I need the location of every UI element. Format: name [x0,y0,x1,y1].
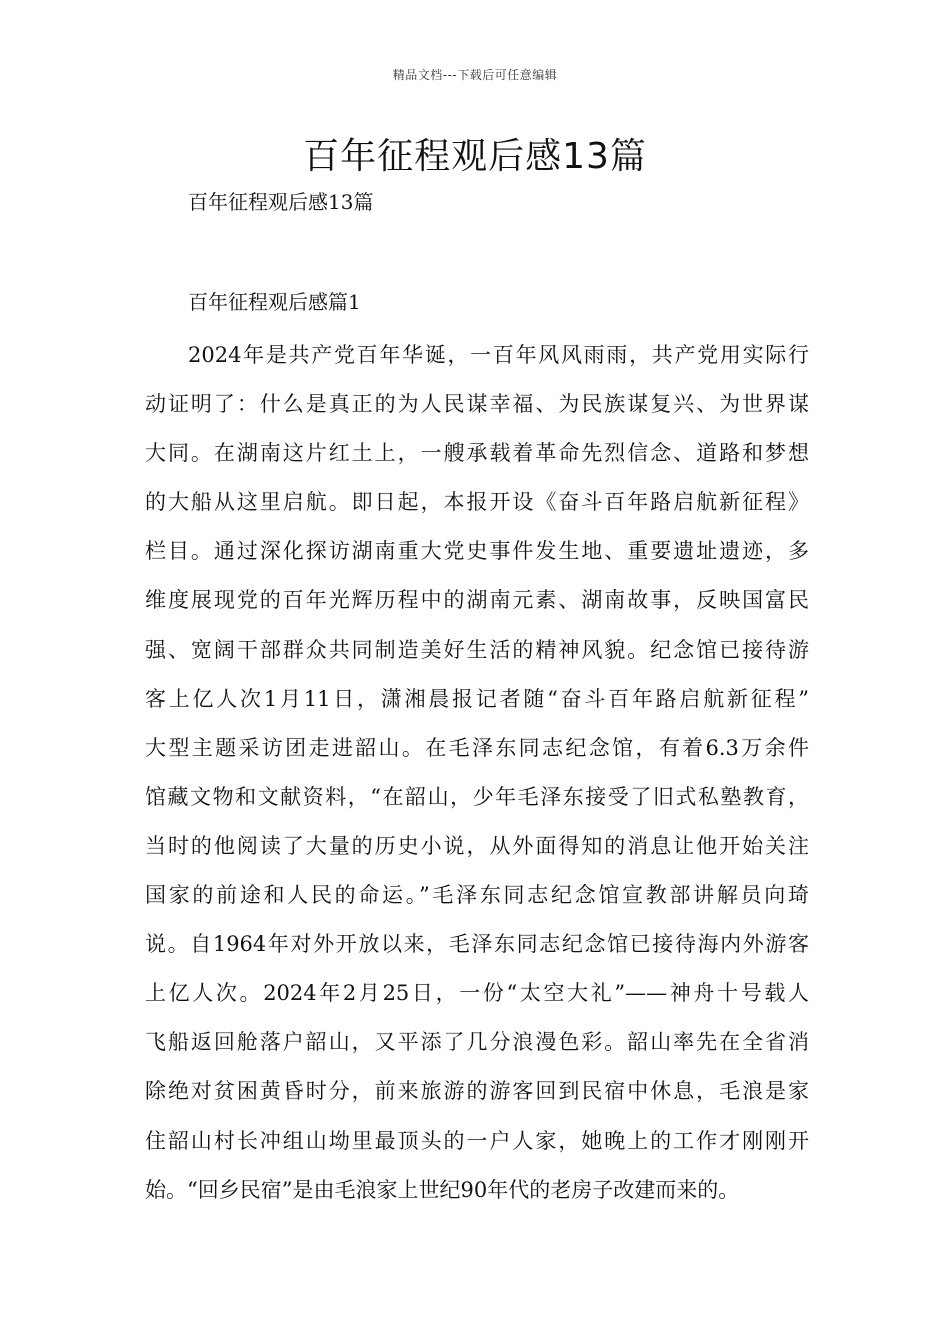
document-title: 百年征程观后感13篇 [303,136,647,177]
paragraph-line: 馆藏文物和文献资料，“在韶山，少年毛泽东接受了旧式私塾教育， [145,784,809,809]
paragraph-line: 当时的他阅读了大量的历史小说，从外面得知的消息让他开始关注 [145,833,809,858]
paragraph-line: 除绝对贫困黄昏时分，前来旅游的游客回到民宿中休息，毛浪是家 [145,1079,809,1104]
paragraph-line: 强、宽阔干部群众共同制造美好生活的精神风貌。纪念馆已接待游 [145,637,809,662]
paragraph-line: 维度展现党的百年光辉历程中的湖南元素、湖南故事，反映国富民 [145,588,809,613]
paragraph-line: 2024年是共产党百年华诞，一百年风风雨雨，共产党用实际行 [188,343,809,367]
section-heading: 百年征程观后感篇1 [188,290,361,314]
paragraph-line: 的大船从这里启航。即日起，本报开设《奋斗百年路启航新征程》 [145,490,809,515]
paragraph-line: 飞船返回舱落户韶山，又平添了几分浪漫色彩。韶山率先在全省消 [145,1030,809,1055]
paragraph-line: 栏目。通过深化探访湖南重大党史事件发生地、重要遗址遗迹，多 [145,539,809,564]
paragraph-line: 说。自1964年对外开放以来，毛泽东同志纪念馆已接待海内外游客 [145,932,809,957]
paragraph-line: 住韶山村长冲组山坳里最顶头的一户人家，她晚上的工作才刚刚开 [145,1128,809,1153]
paragraph-line: 上亿人次。2024年2月25日，一份“太空大礼”——神舟十号载人 [145,981,809,1006]
header-note: 精品文档---下载后可任意编辑 [392,68,558,82]
paragraph-line: 大型主题采访团走进韶山。在毛泽东同志纪念馆，有着6.3万余件 [145,735,809,760]
body-paragraph [145,331,809,1215]
paragraph-line: 大同。在湖南这片红土上，一艘承载着革命先烈信念、道路和梦想 [145,441,809,466]
paragraph-line: 始。“回乡民宿”是由毛浪家上世纪90年代的老房子改建而来的。 [145,1177,740,1202]
paragraph-line: 国家的前途和人民的命运。”毛泽东同志纪念馆宣教部讲解员向琦 [145,883,809,908]
paragraph-line: 客上亿人次1月11日，潇湘晨报记者随“奋斗百年路启航新征程” [145,686,809,711]
document-subtitle: 百年征程观后感13篇 [188,190,374,214]
paragraph-line: 动证明了：什么是真正的为人民谋幸福、为民族谋复兴、为世界谋 [145,392,809,417]
